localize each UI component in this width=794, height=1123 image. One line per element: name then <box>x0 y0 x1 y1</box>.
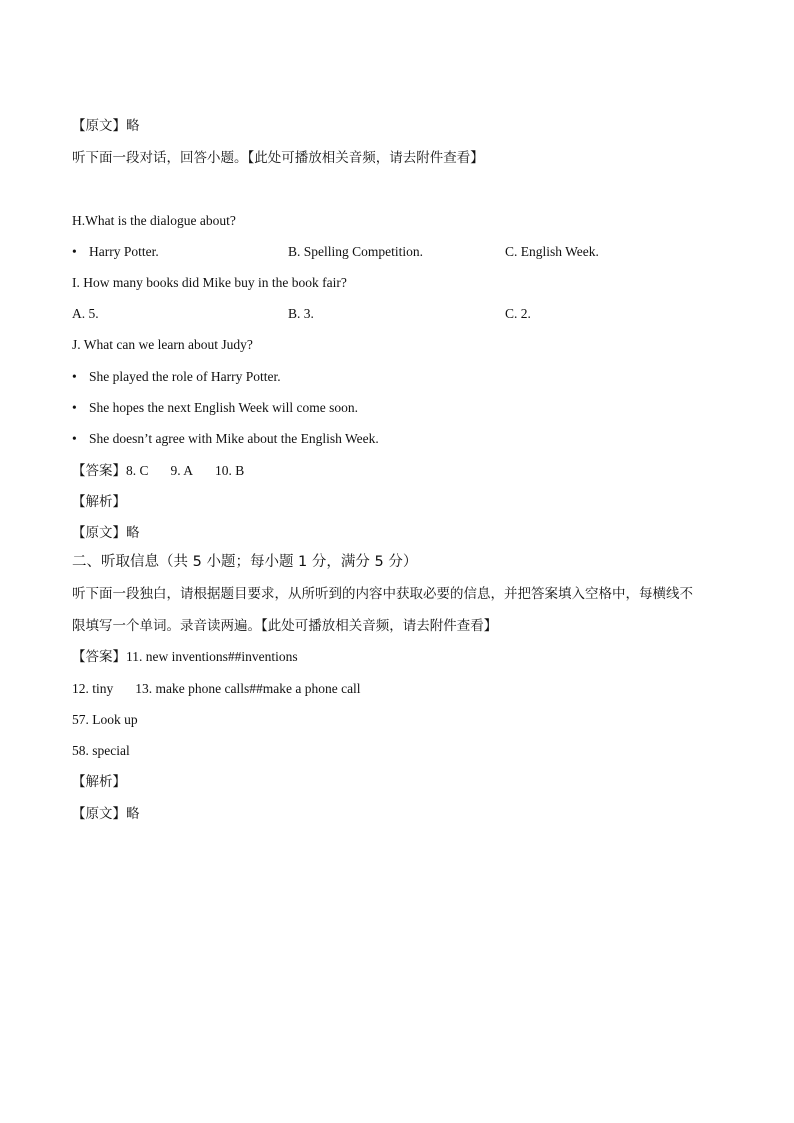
answer-row-3 <box>72 680 361 698</box>
analysis-label: 【解析】 <box>72 774 126 790</box>
question-h-option-a: Harry Potter. <box>89 244 159 259</box>
original-text-omitted: 【原文】略 <box>72 118 140 134</box>
question-h-stem: H.What is the dialogue about? <box>72 213 236 228</box>
question-h-option-b: B. Spelling Competition. <box>288 244 424 259</box>
bullet-icon: • <box>72 369 77 384</box>
section-2-title: 二、听取信息（共 5 小题；每小题 1 分，满分 5 分） <box>72 554 418 570</box>
answer-10: 10. B <box>215 463 245 478</box>
answer-57: 57. Look up <box>72 712 138 727</box>
monologue-instruction-line-2: 限填写一个单词。录音读两遍。【此处可播放相关音频，请去附件查看】 <box>72 618 498 634</box>
question-j-option-b: She hopes the next English Week will come soon. <box>89 400 358 415</box>
question-i-option-b: B. 3. <box>288 306 314 321</box>
answer-11: 11. new inventions##inventions <box>126 649 298 664</box>
question-i-option-c: C. 2. <box>505 306 531 321</box>
answer-row-1 <box>72 462 244 480</box>
dialogue-instruction: 听下面一段对话，回答小题。【此处可播放相关音频，请去附件查看】 <box>72 150 484 166</box>
answer-58: 58. special <box>72 743 130 758</box>
original-text-omitted: 【原文】略 <box>72 525 140 541</box>
bullet-icon: • <box>72 431 77 446</box>
answer-13: 13. make phone calls##make a phone call <box>135 681 361 696</box>
question-i-option-a: A. 5. <box>72 306 99 321</box>
question-j-option-a: She played the role of Harry Potter. <box>89 369 281 384</box>
answer-row-2 <box>72 648 298 666</box>
analysis-label: 【解析】 <box>72 494 126 510</box>
monologue-instruction-line-1: 听下面一段独白，请根据题目要求，从所听到的内容中获取必要的信息，并把答案填入空格中，每横线不 <box>72 586 693 602</box>
question-j-option-c: She doesn’t agree with Mike about the English Week. <box>89 431 379 446</box>
question-j-stem: J. What can we learn about Judy? <box>72 337 253 352</box>
answer-12: 12. tiny <box>72 681 114 696</box>
question-h-option-c: C. English Week. <box>505 244 599 259</box>
original-text-omitted: 【原文】略 <box>72 806 140 822</box>
answer-9: 9. A <box>170 463 194 478</box>
answer-label: 【答案】 <box>72 463 126 479</box>
bullet-icon: • <box>72 244 77 259</box>
bullet-icon: • <box>72 400 77 415</box>
answer-label: 【答案】 <box>72 649 126 665</box>
answer-8: 8. C <box>126 463 149 478</box>
question-i-stem: I. How many books did Mike buy in the book fair? <box>72 275 347 290</box>
